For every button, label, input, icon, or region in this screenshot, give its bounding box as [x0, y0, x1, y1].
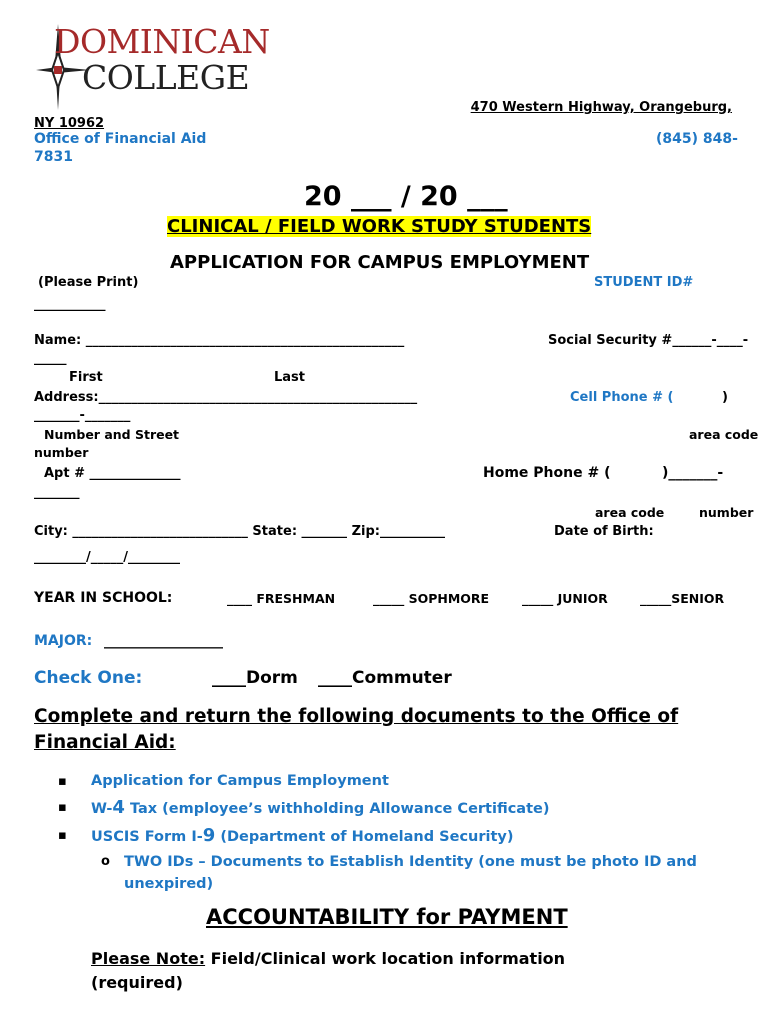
document-item-i9: ▪ USCIS Form I-9 (Department of Homeland Security) o TWO IDs – Documents to Establish Identity (one must be photo ID and unexpired) — [58, 826, 738, 895]
number-street-caption: Number and Street — [44, 427, 180, 442]
ssn-field-cont[interactable]: _____ — [34, 351, 67, 366]
commuter-option[interactable]: ____Commuter — [318, 668, 452, 688]
home-phone-label: Home Phone # ( — [483, 465, 611, 481]
college-logo — [34, 22, 274, 114]
form-title: APPLICATION FOR CAMPUS EMPLOYMENT — [170, 252, 590, 273]
document-sublist — [91, 851, 738, 895]
home-number-caption: number — [699, 505, 754, 520]
home-phone-field-cont[interactable]: _______ — [34, 485, 80, 500]
last-name-caption: Last — [274, 370, 306, 385]
major-field[interactable]: _________________ — [104, 633, 223, 649]
document-item-application: ▪ Application for Campus Employment — [58, 772, 738, 791]
please-note-required: (required) — [91, 973, 183, 992]
first-name-caption: First — [69, 370, 103, 385]
date-of-birth-label: Date of Birth: — [554, 524, 654, 539]
freshman-option[interactable]: ____ FRESHMAN — [227, 591, 336, 606]
date-of-birth-field[interactable]: ________/_____/________ — [34, 550, 180, 565]
student-id-field[interactable]: ___________ — [34, 297, 106, 312]
city-state-zip-field[interactable]: City: ___________________________ State: _______ Zip:__________ — [34, 524, 445, 539]
sophmore-option[interactable]: _____ SOPHMORE — [373, 591, 490, 606]
please-note-line — [91, 949, 565, 968]
junior-option[interactable]: _____ JUNIOR — [522, 591, 608, 606]
accountability-heading: ACCOUNTABILITY for PAYMENT — [206, 905, 568, 929]
cell-phone-label: Cell Phone # ( — [570, 390, 674, 405]
form-subtitle: CLINICAL / FIELD WORK STUDY STUDENTS — [167, 216, 592, 237]
logo-line-2: COLLEGE — [82, 58, 250, 97]
address-field[interactable]: Address:_________________________________________________ — [34, 390, 418, 405]
please-note-text: Field/Clinical work location information — [205, 949, 566, 968]
office-phone-cont: 7831 — [34, 149, 73, 165]
office-phone: (845) 848- — [656, 131, 738, 147]
cell-phone-close: ) — [722, 390, 728, 405]
ssn-field[interactable]: Social Security #______-____- — [548, 333, 749, 348]
senior-option[interactable]: _____SENIOR — [640, 591, 725, 606]
please-print-note: (Please Print) — [38, 275, 139, 290]
documents-heading-line-1: Complete and return the following documents to the Office of — [34, 706, 679, 727]
dorm-option[interactable]: ____Dorm — [212, 668, 298, 688]
please-note-label: Please Note: — [91, 949, 206, 968]
cell-area-code-caption: area code — [689, 427, 759, 442]
document-item-w4: ▪ W-4 Tax (employee’s withholding Allowance Certificate) — [58, 798, 738, 819]
documents-heading-line-2: Financial Aid: — [34, 732, 176, 753]
address-line: 470 Western Highway, Orangeburg, — [470, 100, 732, 115]
major-label: MAJOR: — [34, 633, 93, 649]
year-in-school-label: YEAR IN SCHOOL: — [34, 590, 173, 606]
document-subitem-ids: o TWO IDs – Documents to Establish Identity (one must be photo ID and unexpired) — [91, 851, 724, 895]
name-field[interactable]: Name: _________________________________________________ — [34, 333, 405, 348]
student-id-label: STUDENT ID# — [594, 275, 694, 290]
logo-line-1: DOMINICAN — [54, 22, 270, 61]
check-one-label: Check One: — [34, 668, 143, 688]
address-zip: NY 10962 — [34, 116, 105, 131]
cell-number-caption: number — [34, 445, 89, 460]
cell-phone-field[interactable]: _______-_______ — [34, 408, 131, 423]
academic-year-line: 20 ___ / 20 ___ — [304, 181, 508, 212]
documents-list — [58, 772, 738, 902]
office-name: Office of Financial Aid — [34, 131, 207, 147]
home-area-code-caption: area code — [595, 505, 665, 520]
apt-field[interactable]: Apt # ______________ — [44, 466, 181, 481]
home-phone-field[interactable]: )_______- — [662, 465, 724, 481]
